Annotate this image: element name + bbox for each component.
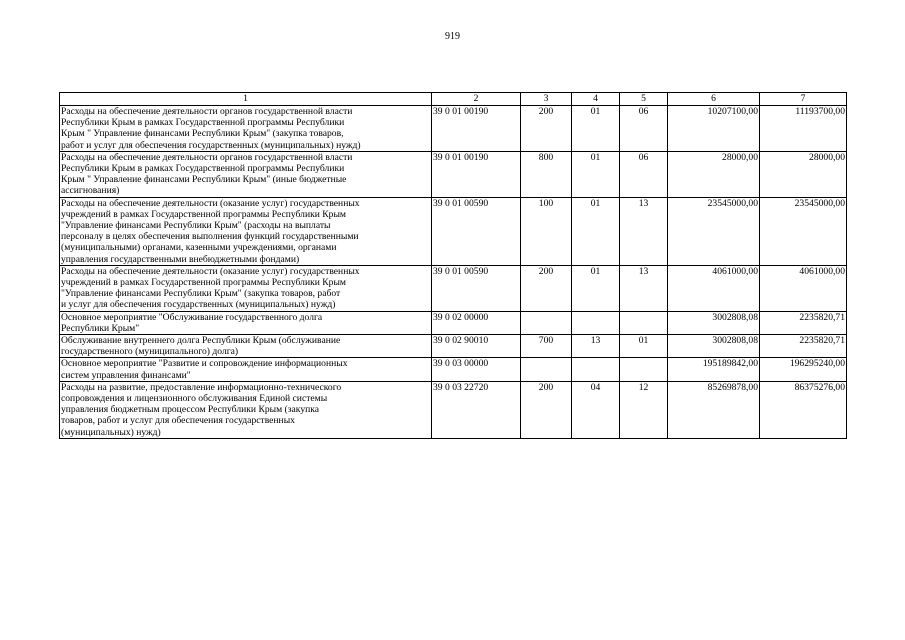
description-line: систем управления финансами" [61, 369, 191, 381]
row-col-4: 01 [572, 197, 620, 265]
description-line: (муниципальных) нужд) [61, 426, 161, 438]
description-line: работ и услуг для обеспечения государственных (муниципальных) нужд) [61, 139, 361, 151]
row-col-4: 01 [572, 106, 620, 152]
description-line: Обслуживание внутреннего долга Республики Крым (обслуживание [61, 335, 341, 347]
description-line: учреждений в рамках Государственной программы Республики Крым [61, 277, 346, 289]
description-line: управления бюджетным процессом Республики Крым (закупка [61, 404, 320, 416]
header-col-4: 4 [572, 93, 620, 106]
row-col-4: 01 [572, 265, 620, 311]
row-col-3 [521, 358, 572, 381]
row-col-3 [521, 311, 572, 334]
description-line: (муниципальными) органами, казенными учреждениями, органами [61, 242, 337, 254]
row-code: 39 0 02 00000 [432, 311, 521, 334]
row-amount-col-6: 3002808,08 [668, 335, 760, 358]
row-amount-col-6: 10207100,00 [668, 106, 760, 152]
row-col-5: 06 [620, 106, 668, 152]
description-line: Расходы на развитие, предоставление информационно-технического [61, 381, 342, 393]
table-row [60, 151, 847, 197]
row-code: 39 0 01 00590 [432, 265, 521, 311]
table-row [60, 381, 847, 438]
row-description [60, 381, 432, 438]
description-line: сопровождения и лицензионного обслуживания Единой системы [61, 393, 328, 405]
row-col-4: 13 [572, 335, 620, 358]
row-code: 39 0 01 00590 [432, 197, 521, 265]
row-col-5 [620, 311, 668, 334]
row-col-4: 04 [572, 381, 620, 438]
row-amount-col-6: 85269878,00 [668, 381, 760, 438]
row-code: 39 0 01 00190 [432, 106, 521, 152]
row-col-4 [572, 311, 620, 334]
description-line: Расходы на обеспечение деятельности (оказание услуг) государственных [61, 265, 360, 277]
table-row [60, 311, 847, 334]
row-description [60, 358, 432, 381]
row-amount-col-7: 196295240,00 [760, 358, 847, 381]
row-col-3: 700 [521, 335, 572, 358]
row-col-4: 01 [572, 151, 620, 197]
row-description [60, 335, 432, 358]
row-code: 39 0 03 00000 [432, 358, 521, 381]
row-amount-col-7: 86375276,00 [760, 381, 847, 438]
header-row [60, 93, 847, 106]
header-col-3: 3 [521, 93, 572, 106]
description-line: учреждений в рамках Государственной программы Республики Крым [61, 208, 346, 220]
row-col-3: 200 [521, 106, 572, 152]
row-amount-col-6: 195189842,00 [668, 358, 760, 381]
budget-table [59, 92, 847, 439]
row-col-5: 13 [620, 265, 668, 311]
row-col-3: 200 [521, 265, 572, 311]
description-line: Основное мероприятие "Развитие и сопровождение информационных [61, 358, 348, 370]
row-amount-col-7: 28000,00 [760, 151, 847, 197]
row-description [60, 151, 432, 197]
row-col-5: 01 [620, 335, 668, 358]
table-row [60, 358, 847, 381]
description-line: Расходы на обеспечение деятельности (оказание услуг) государственных [61, 197, 360, 209]
row-col-3: 800 [521, 151, 572, 197]
row-col-5: 13 [620, 197, 668, 265]
description-line: Крым " Управление финансами Республики Крым" (закупка товаров, [61, 128, 344, 140]
row-col-5 [620, 358, 668, 381]
row-code: 39 0 02 90010 [432, 335, 521, 358]
row-col-5: 12 [620, 381, 668, 438]
header-col-2: 2 [432, 93, 521, 106]
description-line: Республики Крым" [61, 322, 140, 334]
row-amount-col-7: 4061000,00 [760, 265, 847, 311]
description-line: Крым " Управление финансами Республики Крым" (иные бюджетные [61, 174, 347, 186]
table-row [60, 265, 847, 311]
table-row [60, 335, 847, 358]
row-amount-col-7: 23545000,00 [760, 197, 847, 265]
row-col-3: 200 [521, 381, 572, 438]
description-line: персоналу в целях обеспечения выполнения функций государственными [61, 231, 359, 243]
header-col-7: 7 [760, 93, 847, 106]
row-code: 39 0 01 00190 [432, 151, 521, 197]
row-col-4 [572, 358, 620, 381]
description-line: Республики Крым в рамках Государственной программы Республики [61, 117, 345, 129]
header-col-1: 1 [60, 93, 432, 106]
description-line: "Управление финансами Республики Крым" (расходы на выплаты [61, 220, 331, 232]
row-amount-col-7: 11193700,00 [760, 106, 847, 152]
row-amount-col-6: 4061000,00 [668, 265, 760, 311]
description-line: товаров, работ и услуг для обеспечения государственных [61, 415, 295, 427]
header-col-6: 6 [668, 93, 760, 106]
table-row [60, 197, 847, 265]
description-line: государственного (муниципального) долга) [61, 346, 239, 358]
table-row [60, 106, 847, 152]
row-col-5: 06 [620, 151, 668, 197]
page-number: 919 [445, 31, 460, 42]
description-line: ассигнования) [61, 185, 120, 197]
header-col-5: 5 [620, 93, 668, 106]
row-description [60, 311, 432, 334]
description-line: Республики Крым в рамках Государственной программы Республики [61, 163, 345, 175]
row-amount-col-6: 28000,00 [668, 151, 760, 197]
row-col-3: 100 [521, 197, 572, 265]
table-body [60, 106, 847, 439]
description-line: Расходы на обеспечение деятельности органов государственной власти [61, 106, 353, 117]
row-amount-col-6: 23545000,00 [668, 197, 760, 265]
description-line: и услуг для обеспечения государственных (муниципальных) нужд) [61, 299, 336, 311]
row-amount-col-7: 2235820,71 [760, 311, 847, 334]
description-line: Расходы на обеспечение деятельности органов государственной власти [61, 151, 353, 163]
row-description [60, 265, 432, 311]
row-description [60, 197, 432, 265]
row-code: 39 0 03 22720 [432, 381, 521, 438]
description-line: Основное мероприятие "Обслуживание государственного долга [61, 311, 323, 323]
row-amount-col-7: 2235820,71 [760, 335, 847, 358]
row-description [60, 106, 432, 152]
description-line: управления государственными внебюджетными фондами) [61, 253, 300, 265]
description-line: "Управление финансами Республики Крым" (закупка товаров, работ [61, 288, 341, 300]
row-amount-col-6: 3002808,08 [668, 311, 760, 334]
